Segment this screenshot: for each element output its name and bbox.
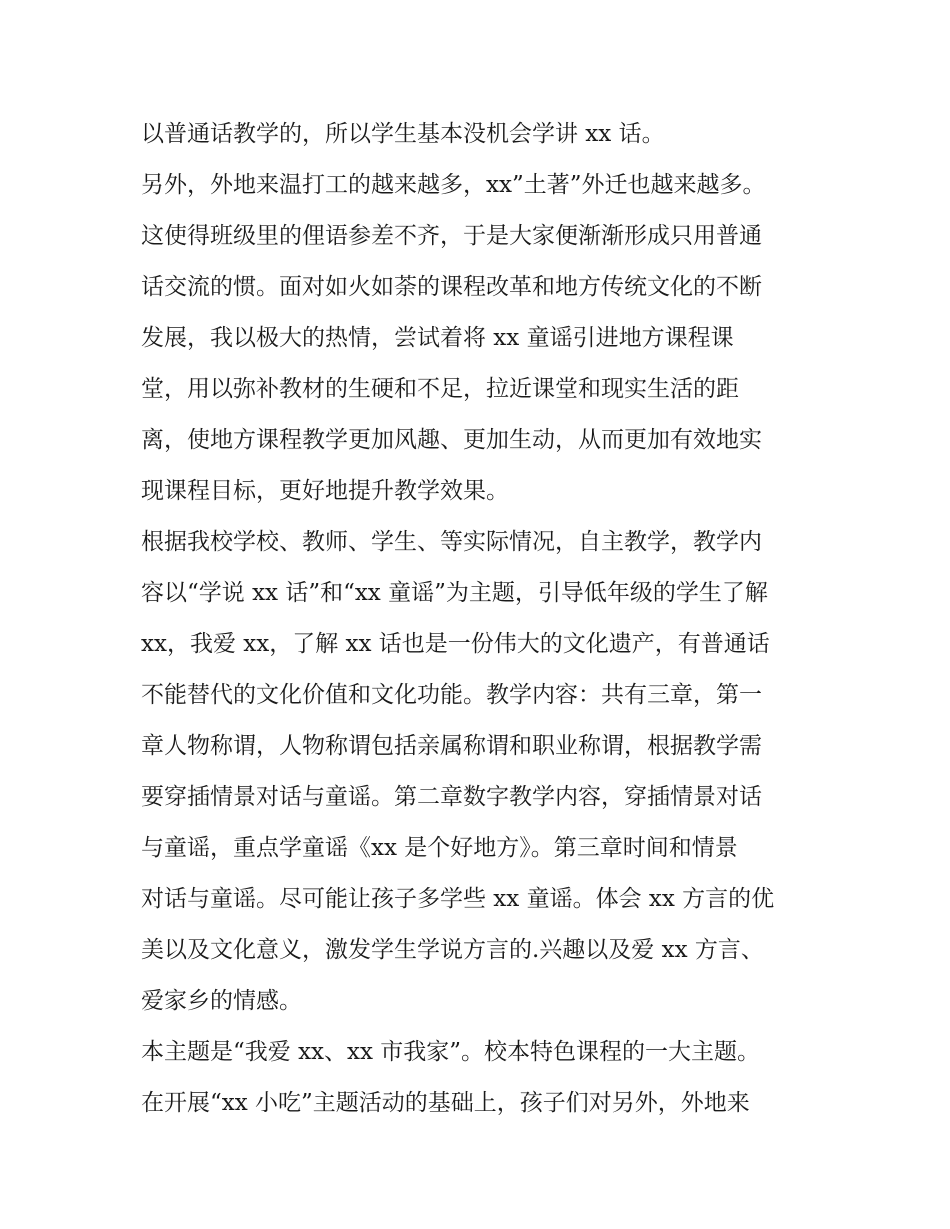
text-line: 离，使地方课程教学更加风趣、更加生动，从而更加有效地实 <box>141 427 762 453</box>
text-line: 美以及文化意义，激发学生学说方言的.兴趣以及爱 xx 方言、 <box>141 937 764 963</box>
text-line: 要穿插情景对话与童谣。第二章数字教学内容，穿插情景对话 <box>141 784 762 810</box>
text-line: 堂，用以弥补教材的生硬和不足，拉近课堂和现实生活的距 <box>141 376 739 402</box>
text-line: 与童谣，重点学童谣《xx 是个好地方》。第三章时间和情景 <box>141 835 738 861</box>
text-line: 话交流的惯。面对如火如荼的课程改革和地方传统文化的不断 <box>141 274 762 300</box>
text-line: 这使得班级里的俚语参差不齐，于是大家便渐渐形成只用普通 <box>141 223 762 249</box>
text-line: 容以“学说 xx 话”和“xx 童谣”为主题，引导低年级的学生了解 <box>141 580 768 606</box>
text-line: 根据我校学校、教师、学生、等实际情况，自主教学，教学内 <box>141 529 762 555</box>
text-line: 另外，外地来温打工的越来越多，xx”土著”外迁也越来越多。 <box>141 172 766 198</box>
text-line: 发展，我以极大的热情，尝试着将 xx 童谣引进地方课程课 <box>141 325 734 351</box>
text-line: 现课程目标，更好地提升教学效果。 <box>141 478 509 504</box>
text-line: xx，我爱 xx，了解 xx 话也是一份伟大的文化遗产，有普通话 <box>141 631 770 657</box>
text-line: 爱家乡的情感。 <box>141 988 302 1014</box>
text-line: 对话与童谣。尽可能让孩子多学些 xx 童谣。体会 xx 方言的优 <box>141 886 775 912</box>
text-line: 以普通话教学的，所以学生基本没机会学讲 xx 话。 <box>141 121 665 147</box>
text-line: 本主题是“我爱 xx、xx 市我家”。校本特色课程的一大主题。 <box>141 1039 761 1065</box>
document-body <box>141 109 821 1129</box>
text-line: 在开展“xx 小吃”主题活动的基础上，孩子们对另外，外地来 <box>141 1090 750 1116</box>
text-line: 不能替代的文化价值和文化功能。教学内容：共有三章，第一 <box>141 682 762 708</box>
text-line: 章人物称谓，人物称谓包括亲属称谓和职业称谓，根据教学需 <box>141 733 762 759</box>
